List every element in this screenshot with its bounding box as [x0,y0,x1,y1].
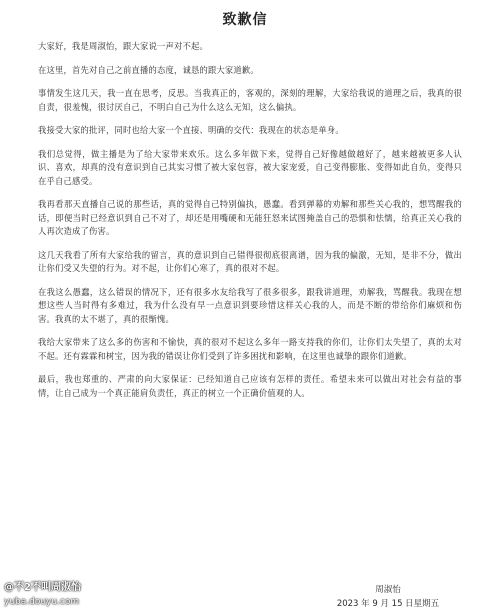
letter-title: 致歉信 [222,12,268,28]
paragraph: 我再看那天直播自己说的那些话，真的觉得自己特别偏执，愚蠢。看到弹幕的劝解和那些关心我的，想骂醒我的话，即便当时已经意识到自己不对了，却还是用嘴硬和无能狂怒来试图掩盖自己的恐惧和怯懦，给真正关心我的人再次造成了伤害。 [38,199,462,236]
watermark [4,581,81,609]
paragraph: 在我这么愚蠢，这么错误的情况下，还有很多水友给我写了很多很多，跟我讲道理，劝解我，骂醒我。我现在想想这些人当时得有多难过，我为什么没有早一点意识到要珍惜这样关心我的人，而是不断的带给你们麻烦和伤害。我真的太不堪了，真的很惭愧。 [38,286,462,324]
paragraph: 我接受大家的批评，同时也给大家一个直接、明确的交代：我现在的状态是单身。 [38,125,344,135]
paragraph: 我们总觉得，做主播是为了给大家带来欢乐。这么多年做下来，觉得自己好像越做越好了，越来越被更多人认识、喜欢，却真的没有意识到自己其实习惯了被大家包容，被大家宠爱，自己变得膨胀、变得如此自负，变得只在乎自己感受。 [38,148,462,186]
signature-name: 周淑怡 [375,585,401,595]
paragraph: 大家好，我是周淑怡，跟大家说一声对不起。 [38,41,208,51]
paragraph: 事情发生这几天，我一直在思考，反思。当我真正的，客观的，深刻的理解，大家给我说的道理之后，我真的很自责，很羞愧，很讨厌自己，不明白自己为什么这么无知，这么偏执。 [38,88,462,112]
paragraph: 最后，我也郑重的、严肃的向大家保证：已经知道自己应该有怎样的责任。希望未来可以做出对社会有益的事情，让自己成为一个真正能肩负责任，真正的树立一个正确价值观的人。 [38,374,462,398]
letter-body [38,40,462,410]
watermark-url: yuba.douyu.com [4,597,80,607]
watermark-handle: @不2不叫周淑怡 [4,582,81,593]
signature-block [328,583,448,611]
signature-date: 2023 年 9 月 15 日星期五 [336,599,440,609]
paragraph: 在这里，首先对自己之前直播的态度，诚恳的跟大家道歉。 [38,64,259,75]
paragraph: 我给大家带来了这么多的伤害和不愉快，真的很对不起这么多年一路支持我的你们，让你们太失望了，真的太对不起。还有霖霖和树宝，因为我的错误让你们受到了许多困扰和影响，在这里也诚挚的跟你们道歉。 [38,337,462,361]
paragraph: 这几天我看了所有大家给我的留言，真的意识到自己错得很彻底很离谱，因为我的偏激，无知，是非不分，做出让你们受又失望的行为。对不起，让你们心寒了，真的很对不起。 [38,249,462,273]
